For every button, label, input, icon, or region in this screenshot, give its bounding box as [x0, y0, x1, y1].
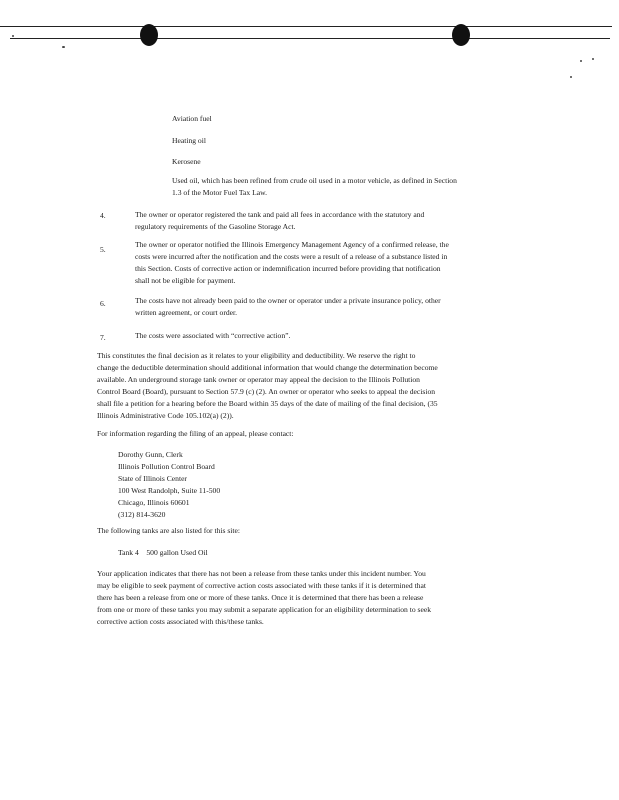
decision-line: Illinois Administrative Code 105.102(a) (2)).: [97, 411, 234, 420]
closing-line: Your application indicates that there has not been a release from these tanks under this incident number. You: [97, 569, 426, 578]
second-scan-line: [10, 38, 610, 39]
decision-line: shall file a petition for a hearing before the Board within 35 days of the date of mailing of the final decision, (35: [97, 399, 438, 408]
item-line: The costs were associated with “corrective action”.: [135, 331, 291, 340]
item-line: regulatory requirements of the Gasoline Storage Act.: [135, 222, 296, 231]
item-line: The owner or operator notified the Illinois Emergency Management Agency of a confirmed release, the: [135, 240, 449, 249]
fuel-kerosene: Kerosene: [172, 157, 201, 166]
item-line: The costs have not already been paid to the owner or operator under a private insurance policy, other: [135, 296, 441, 305]
item-line: this Section. Costs of corrective action or indemnification incurred before providing that notification: [135, 264, 441, 273]
contact-phone: (312) 814-3620: [118, 510, 166, 519]
item-number: 5.: [100, 245, 106, 254]
decision-line: Control Board (Board), pursuant to Section 57.9 (c) (2). An owner or operator who seeks to appeal the decision: [97, 387, 436, 396]
item-line: The owner or operator registered the tank and paid all fees in accordance with the statutory and: [135, 210, 425, 219]
tank-entry: Tank 4 500 gallon Used Oil: [118, 548, 208, 557]
closing-line: may be eligible to seek payment of corrective action costs associated with these tanks if it is determined that: [97, 581, 426, 590]
contact-city: Chicago, Illinois 60601: [118, 498, 190, 507]
item-line: written agreement, or court order.: [135, 308, 238, 317]
appeal-intro: For information regarding the filing of an appeal, please contact:: [97, 429, 294, 438]
fuel-used-oil-line-2: 1.3 of the Motor Fuel Tax Law.: [172, 188, 268, 197]
scan-speck: [12, 35, 14, 37]
scan-speck: [62, 46, 65, 48]
tanks-intro: The following tanks are also listed for this site:: [97, 526, 240, 535]
contact-name: Dorothy Gunn, Clerk: [118, 450, 183, 459]
closing-line: from one or more of these tanks you may submit a separate application for an eligibility determination to seek: [97, 605, 432, 614]
decision-line: available. An underground storage tank owner or operator may appeal the decision to the Illinois Pollution: [97, 375, 420, 384]
fuel-heating-oil: Heating oil: [172, 136, 206, 145]
decision-line: This constitutes the final decision as it relates to your eligibility and deductibility. We reserve the right to: [97, 351, 416, 360]
scan-speck: [580, 60, 582, 62]
item-line: shall not be eligible for payment.: [135, 276, 236, 285]
scan-speck: [570, 76, 572, 78]
top-scan-line: [0, 26, 612, 27]
punch-hole-left: [140, 24, 158, 46]
punch-hole-right: [452, 24, 470, 46]
closing-line: corrective action costs associated with this/these tanks.: [97, 617, 264, 626]
decision-line: change the deductible determination should additional information that would change the determination become: [97, 363, 438, 372]
fuel-used-oil-line-1: Used oil, which has been refined from crude oil used in a motor vehicle, as defined in Section: [172, 176, 457, 185]
closing-line: there has been a release from one or more of these tanks. Once it is determined that there has been a release: [97, 593, 424, 602]
scan-speck: [592, 58, 594, 60]
contact-building: State of Illinois Center: [118, 474, 187, 483]
contact-org: Illinois Pollution Control Board: [118, 462, 215, 471]
item-number: 4.: [100, 211, 106, 220]
item-number: 6.: [100, 299, 106, 308]
contact-street: 100 West Randolph, Suite 11-500: [118, 486, 221, 495]
item-line: costs were incurred after the notification and the costs were a result of a release of a substance listed in: [135, 252, 448, 261]
item-number: 7.: [100, 333, 106, 342]
fuel-aviation: Aviation fuel: [172, 114, 212, 123]
